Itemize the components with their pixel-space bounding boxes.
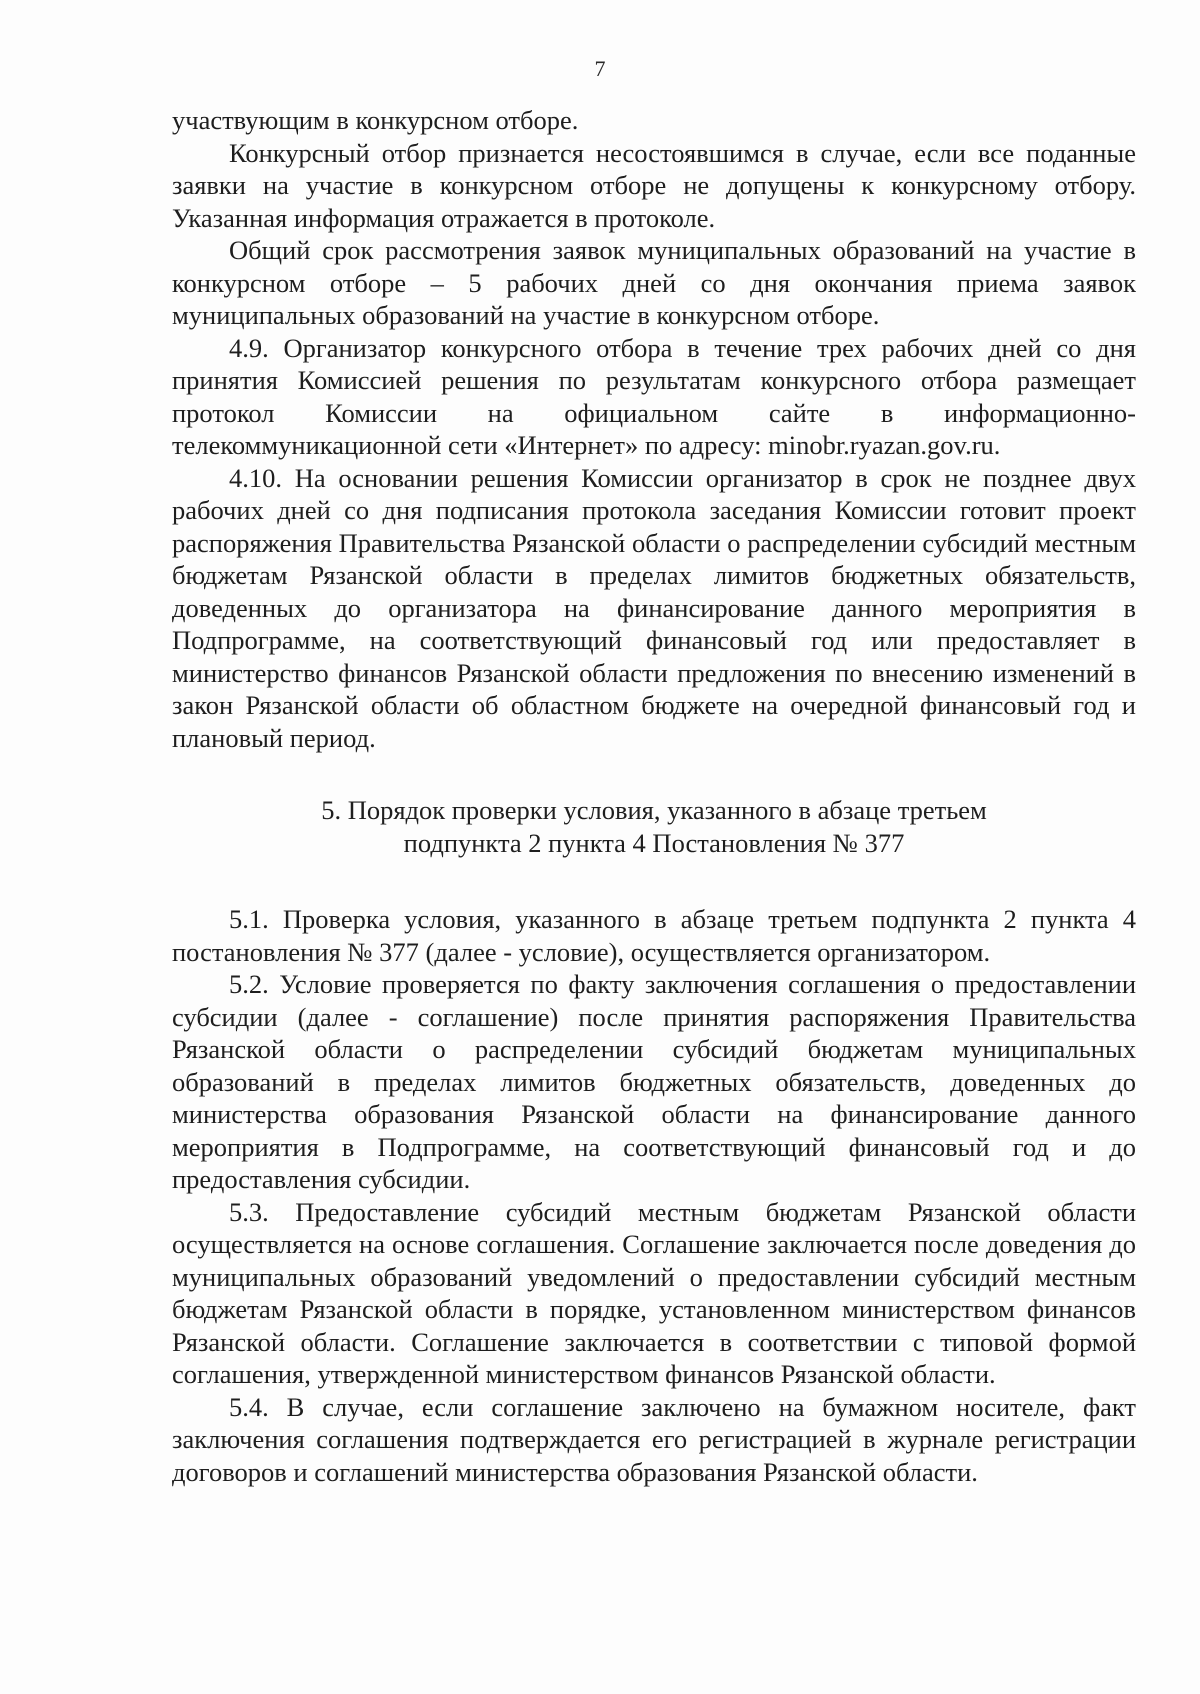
paragraph-4-9: 4.9. Организатор конкурсного отбора в течение трех рабочих дней со дня принятия Комиссией решения по результатам конкурсного отбора размещает протокол Комиссии на официальном сайте в информационно-телекоммуникационной сети «Интернет» по адресу: minobr.ryazan.gov.ru.	[172, 332, 1136, 460]
paragraph-5-3: 5.3. Предоставление субсидий местным бюджетам Рязанской области осуществляется на основе соглашения. Соглашение заключается после доведения до муниципальных образований уведомлений о предоставлении субсидий местным бюджетам Рязанской области в порядке, установленном министерством финансов Рязанской области. Соглашение заключается в соответствии с типовой формой соглашения, утвержденной министерством финансов Рязанской области.	[172, 1196, 1136, 1389]
paragraph-5-2: 5.2. Условие проверяется по факту заключения соглашения о предоставлении субсидии (далее - соглашение) после принятия распоряжения Правительства Рязанской области о распределении субсидий бюджетам муниципальных образований в пределах лимитов бюджетных обязательств, доведенных до министерства образования Рязанской области на финансирование данного мероприятия в Подпрограмме, на соответствующий финансовый год и до предоставления субсидии.	[172, 969, 1136, 1194]
section-heading-line1: 5. Порядок проверки условия, указанного в абзаце третьем	[321, 795, 987, 825]
page-number: 7	[594, 56, 606, 81]
paragraph-5-1: 5.1. Проверка условия, указанного в абзаце третьем подпункта 2 пункта 4 постановления № 377 (далее - условие), осуществляется организатором.	[172, 904, 1136, 967]
paragraph: Конкурсный отбор признается несостоявшимся в случае, если все поданные заявки на участие в конкурсном отборе не допущены к конкурсному отбору. Указанная информация отражается в протоколе.	[172, 137, 1136, 233]
paragraph-4-10: 4.10. На основании решения Комиссии организатор в срок не позднее двух рабочих дней со дня подписания протокола заседания Комиссии готовит проект распоряжения Правительства Рязанской области о распределении субсидий местным бюджетам Рязанской области в пределах лимитов бюджетных обязательств, доведенных до организатора на финансирование данного мероприятия в Подпрограмме, на соответствующий финансовый год или предоставляет в министерство финансов Рязанской области предложения по внесению изменений в закон Рязанской области об областном бюджете на очередной финансовый год и плановый период.	[172, 462, 1136, 753]
document-body	[172, 104, 1136, 1488]
paragraph: участвующим в конкурсном отборе.	[172, 105, 579, 135]
paragraph-5-4: 5.4. В случае, если соглашение заключено на бумажном носителе, факт заключения соглашения подтверждается его регистрацией в журнале регистрации договоров и соглашений министерства образования Рязанской области.	[172, 1391, 1136, 1487]
section-heading-line2: подпункта 2 пункта 4 Постановления № 377	[403, 827, 905, 858]
paragraph: Общий срок рассмотрения заявок муниципальных образований на участие в конкурсном отборе – 5 рабочих дней со дня окончания приема заявок муниципальных образований на участие в конкурсном отборе.	[172, 235, 1136, 330]
section-heading	[172, 794, 1136, 859]
